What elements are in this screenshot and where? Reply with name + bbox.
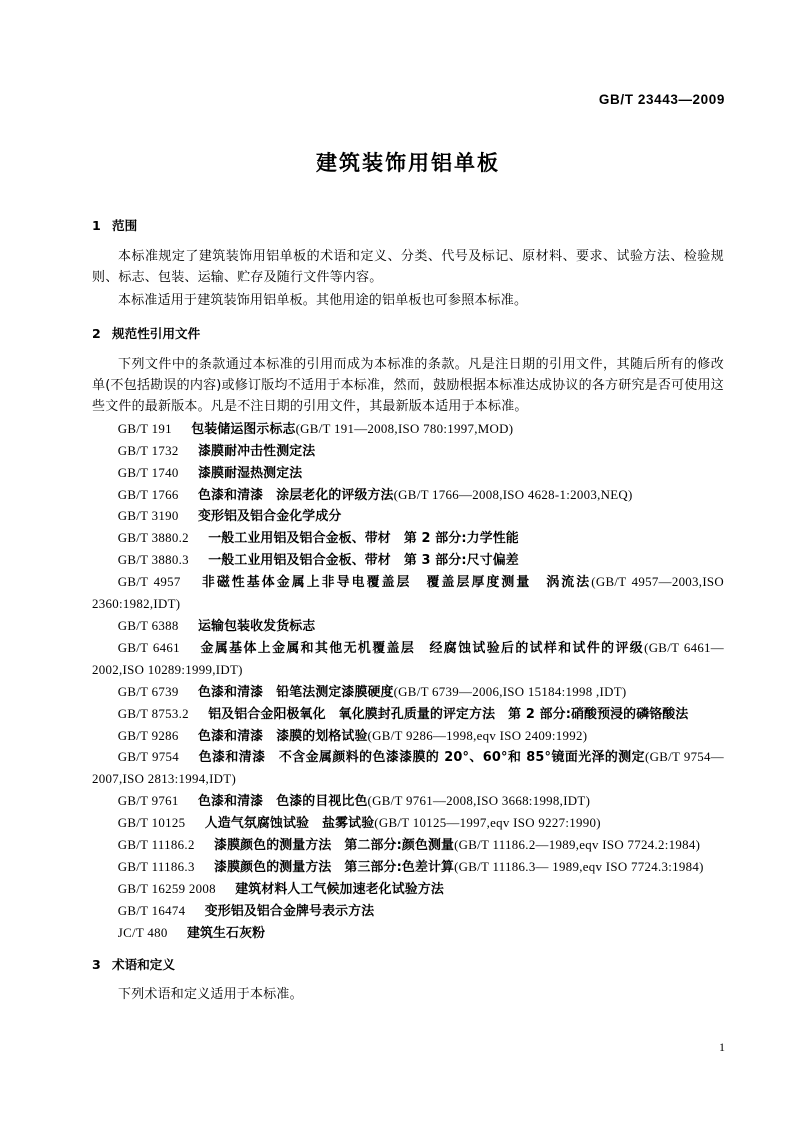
reference-title: 建筑生石灰粉 [186,925,266,941]
reference-code: GB/T 11186.2 [117,838,195,853]
reference-code: GB/T 6461 [117,640,180,655]
reference-code: GB/T 16474 [117,903,186,918]
standard-number: GB/T 23443—2009 [598,92,725,107]
reference-code: GB/T 3190 [117,509,179,524]
clause-number-2: 2 [92,326,101,342]
reference-title: 变形铝及铝合金牌号表示方法 [204,903,375,919]
clause-title-1: 范围 [112,218,138,234]
clause-heading-1 [92,217,724,235]
reference-code: GB/T 1766 [117,487,179,502]
document-title: 建筑装饰用铝单板 [316,151,500,175]
normative-reference-list [92,419,724,945]
reference-entry [92,813,724,835]
reference-title: 色漆和清漆 漆膜的划格试验 [197,728,368,744]
reference-code: GB/T 9761 [117,794,179,809]
clause-title-2: 规范性引用文件 [112,326,201,342]
reference-entry [92,682,724,704]
scope-paragraph-1: 本标准规定了建筑装饰用铝单板的术语和定义、分类、代号及标记、原材料、要求、试验方法、检验规则、标志、包装、运输、贮存及随行文件等内容。 [92,248,724,285]
reference-code: GB/T 9754 [117,750,179,765]
reference-title: 包装储运图示标志 [191,421,296,437]
reference-code: GB/T 191 [117,421,172,436]
reference-entry [92,879,724,901]
reference-title: 铝及铝合金阳极氧化 氧化膜封孔质量的评定方法 第 2 部分:硝酸预浸的磷铬酸法 [208,706,689,722]
reference-title: 漆膜颜色的测量方法 第二部分:颜色测量 [214,838,455,854]
reference-entry [92,463,724,485]
reference-code: GB/T 4957 [117,575,181,590]
reference-entry [92,506,724,528]
reference-title: 变形铝及铝合金化学成分 [197,509,342,525]
clause-heading-3 [92,956,724,974]
reference-title: 漆膜耐冲击性测定法 [197,443,316,459]
reference-entry [92,923,724,945]
page-number: 1 [719,1040,725,1054]
reference-suffix: (GB/T 10125—1997,eqv ISO 9227:1990) [374,816,601,831]
section-scope [92,217,724,311]
page-content [92,150,724,1019]
reference-code: GB/T 3880.2 [117,531,189,546]
reference-suffix: (GB/T 9754—2007,ISO 2813:1994,IDT) [92,750,724,787]
reference-entry [92,704,724,726]
reference-suffix: (GB/T 4957—2003,ISO 2360:1982,IDT) [92,575,724,612]
reference-suffix: (GB/T 191—2008,ISO 780:1997,MOD) [295,421,514,436]
reference-code: GB/T 1732 [117,443,179,458]
clause-number-1: 1 [92,218,101,234]
reference-code: GB/T 9286 [117,728,179,743]
reference-title: 一般工业用铝及铝合金板、带材 第 2 部分:力学性能 [208,531,519,547]
reference-entry [92,419,724,441]
reference-suffix: (GB/T 11186.3— 1989,eqv ISO 7724.3:1984) [454,859,704,874]
reference-code: GB/T 6388 [117,618,179,633]
reference-entry [92,638,724,682]
reference-code: JC/T 480 [117,925,168,940]
section-normative-references [92,325,724,945]
page-header [75,91,725,113]
reference-code: GB/T 16259 2008 [117,881,216,896]
reference-title: 漆膜颜色的测量方法 第三部分:色差计算 [214,859,455,875]
reference-suffix: (GB/T 11186.2—1989,eqv ISO 7724.2:1984) [454,838,701,853]
reference-title: 非磁性基体金属上非导电覆盖层 覆盖层厚度测量 涡流法 [199,575,592,591]
reference-title: 建筑材料人工气候加速老化试验方法 [235,881,444,897]
reference-suffix: (GB/T 6461—2002,ISO 10289:1999,IDT) [92,640,724,677]
reference-entry [92,572,724,616]
reference-code: GB/T 1740 [117,465,179,480]
reference-suffix: (GB/T 9761—2008,ISO 3668:1998,IDT) [367,794,591,809]
normative-references-intro: 下列文件中的条款通过本标准的引用而成为本标准的条款。凡是注日期的引用文件，其随后所有的修改单(不包括勘误的内容)或修订版均不适用于本标准，然而，鼓励根据本标准达成协议的各方研究是否可使用这些文件的最新版本。凡是不注日期的引用文件，其最新版本适用于本标准。 [92,356,724,414]
clause-title-3: 术语和定义 [112,956,175,972]
reference-title: 色漆和清漆 涂层老化的评级方法 [197,487,394,503]
clause-number-3: 3 [92,956,101,972]
reference-title: 运输包装收发货标志 [197,618,316,634]
reference-entry [92,616,724,638]
reference-entry [92,857,724,879]
reference-code: GB/T 11186.3 [117,859,195,874]
reference-code: GB/T 10125 [117,816,186,831]
reference-suffix: (GB/T 9286—1998,eqv ISO 2409:1992) [367,728,588,743]
reference-entry [92,485,724,507]
reference-title: 金属基体上金属和其他无机覆盖层 经腐蚀试验后的试样和试件的评级 [199,640,645,656]
reference-title: 色漆和清漆 铅笔法测定漆膜硬度 [197,684,394,700]
reference-code: GB/T 8753.2 [117,706,189,721]
reference-entry [92,550,724,572]
reference-title: 色漆和清漆 不含金属颜料的色漆漆膜的 20°、60°和 85°镜面光泽的测定 [198,750,646,766]
reference-entry [92,835,724,857]
reference-entry [92,726,724,748]
reference-title: 漆膜耐湿热测定法 [197,465,303,481]
reference-code: GB/T 3880.3 [117,553,189,568]
reference-title: 色漆和清漆 色漆的目视比色 [197,794,368,810]
reference-code: GB/T 6739 [117,684,179,699]
section-terms-and-definitions [92,956,724,1006]
terms-intro-paragraph: 下列术语和定义适用于本标准。 [118,987,303,1003]
reference-title: 人造气氛腐蚀试验 盐雾试验 [204,816,375,832]
reference-entry [92,747,724,791]
reference-entry [92,528,724,550]
scope-paragraph-2: 本标准适用于建筑装饰用铝单板。其他用途的铝单板也可参照本标准。 [118,293,528,309]
reference-entry [92,791,724,813]
reference-entry [92,441,724,463]
reference-title: 一般工业用铝及铝合金板、带材 第 3 部分:尺寸偏差 [208,553,519,569]
clause-heading-2 [92,325,724,343]
reference-suffix: (GB/T 1766—2008,ISO 4628-1:2003,NEQ) [393,487,633,502]
reference-entry [92,901,724,923]
reference-suffix: (GB/T 6739—2006,ISO 15184:1998 ,IDT) [393,684,627,699]
